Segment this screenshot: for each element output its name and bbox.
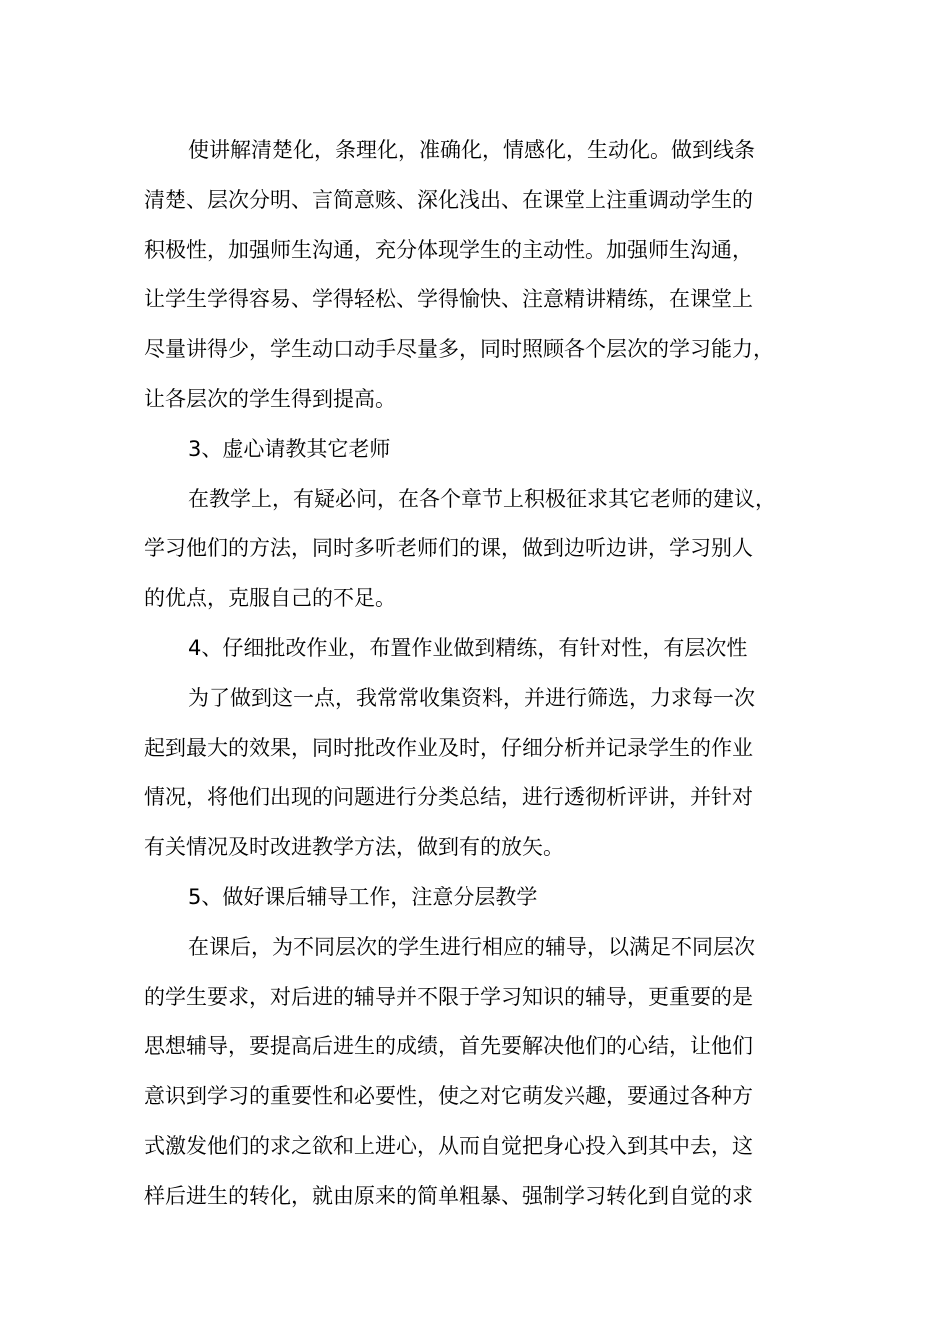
paragraph-line: 积极性，加强师生沟通，充分体现学生的主动性。加强师生沟通， xyxy=(144,237,753,262)
paragraph-line: 意识到学习的重要性和必要性，使之对它萌发兴趣，要通过各种方 xyxy=(144,1084,753,1109)
section-heading: 3、虚心请教其它老师 xyxy=(188,436,391,461)
paragraph-line: 清楚、层次分明、言简意赅、深化浅出、在课堂上注重调动学生的 xyxy=(144,187,753,212)
paragraph-line: 情况，将他们出现的问题进行分类总结，进行透彻析评讲，并针对 xyxy=(144,785,753,810)
paragraph-line: 使讲解清楚化，条理化，准确化，情感化，生动化。做到线条 xyxy=(188,138,755,162)
section-heading: 5、做好课后辅导工作，注意分层教学 xyxy=(188,884,538,909)
paragraph-line: 式激发他们的求之欲和上进心，从而自觉把身心投入到其中去，这 xyxy=(144,1133,753,1158)
section-heading: 4、仔细批改作业，布置作业做到精练，有针对性，有层次性 xyxy=(188,635,748,660)
paragraph-line: 思想辅导，要提高后进生的成绩，首先要解决他们的心结，让他们 xyxy=(144,1034,753,1059)
paragraph-line: 起到最大的效果，同时批改作业及时，仔细分析并记录学生的作业 xyxy=(144,735,753,760)
paragraph-line: 为了做到这一点，我常常收集资料，并进行筛选，力求每一次 xyxy=(188,685,755,710)
paragraph-line: 的优点，克服自己的不足。 xyxy=(144,586,396,611)
paragraph-line: 尽量讲得少，学生动口动手尽量多，同时照顾各个层次的学习能力， xyxy=(144,337,774,362)
paragraph-line: 让学生学得容易、学得轻松、学得愉快、注意精讲精练，在课堂上 xyxy=(144,287,753,312)
paragraph-line: 样后进生的转化，就由原来的简单粗暴、强制学习转化到自觉的求 xyxy=(144,1183,753,1208)
paragraph-line: 在课后，为不同层次的学生进行相应的辅导，以满足不同层次 xyxy=(188,934,755,959)
paragraph-line: 在教学上，有疑必问，在各个章节上积极征求其它老师的建议， xyxy=(188,486,776,511)
body-text xyxy=(144,126,808,1222)
paragraph-line: 有关情况及时改进教学方法，做到有的放矢。 xyxy=(144,835,564,860)
paragraph-line: 的学生要求，对后进的辅导并不限于学习知识的辅导，更重要的是 xyxy=(144,984,753,1009)
paragraph-line: 让各层次的学生得到提高。 xyxy=(144,386,396,411)
paragraph-line: 学习他们的方法，同时多听老师们的课，做到边听边讲，学习别人 xyxy=(144,536,753,561)
